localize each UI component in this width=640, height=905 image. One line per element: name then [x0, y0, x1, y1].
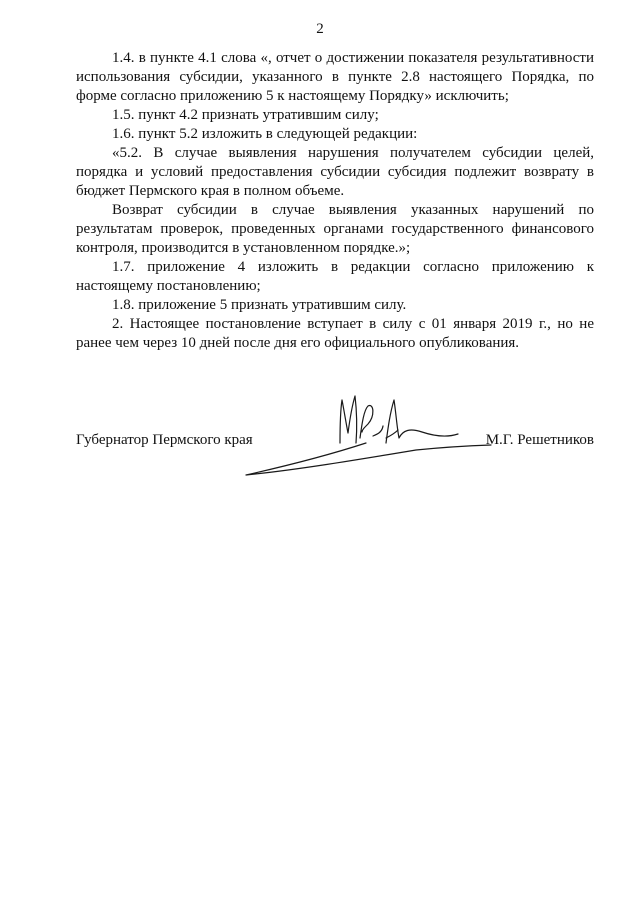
- paragraph-refund-procedure: Возврат субсидии в случае выявления указанных нарушений по результатам проверок, проведенных органами государственного финансового контроля, производится в установленном порядке.»;: [76, 202, 594, 256]
- signer-name: М.Г. Решетников: [485, 432, 594, 448]
- quoted-paragraph-5-2: «5.2. В случае выявления нарушения получателем субсидии целей, порядка и условий предоставления субсидии субсидия подлежит возврату в бюджет Пермского края в полном объеме.: [76, 145, 594, 199]
- paragraph-1-7: 1.7. приложение 4 изложить в редакции согласно приложению к настоящему постановлению;: [76, 259, 594, 294]
- page-number: 2: [316, 21, 324, 37]
- document-body: [76, 49, 594, 353]
- paragraph-2: 2. Настоящее постановление вступает в силу с 01 января 2019 г., но не ранее чем через 10 дней после дня его официального опубликования.: [76, 316, 594, 351]
- signer-position: Губернатор Пермского края: [76, 432, 253, 448]
- paragraph-1-5: 1.5. пункт 4.2 признать утратившим силу;: [112, 107, 379, 123]
- paragraph-1-6: 1.6. пункт 5.2 изложить в следующей редакции:: [112, 126, 418, 142]
- signature-block: [76, 432, 594, 452]
- paragraph-1-4: 1.4. в пункте 4.1 слова «, отчет о достижении показателя результативности использования субсидии, указанного в пункте 2.8 настоящего Порядка, по форме согласно приложению 5 к настоящему Порядку» исключить;: [76, 50, 594, 104]
- paragraph-1-8: 1.8. приложение 5 признать утратившим силу.: [112, 297, 407, 313]
